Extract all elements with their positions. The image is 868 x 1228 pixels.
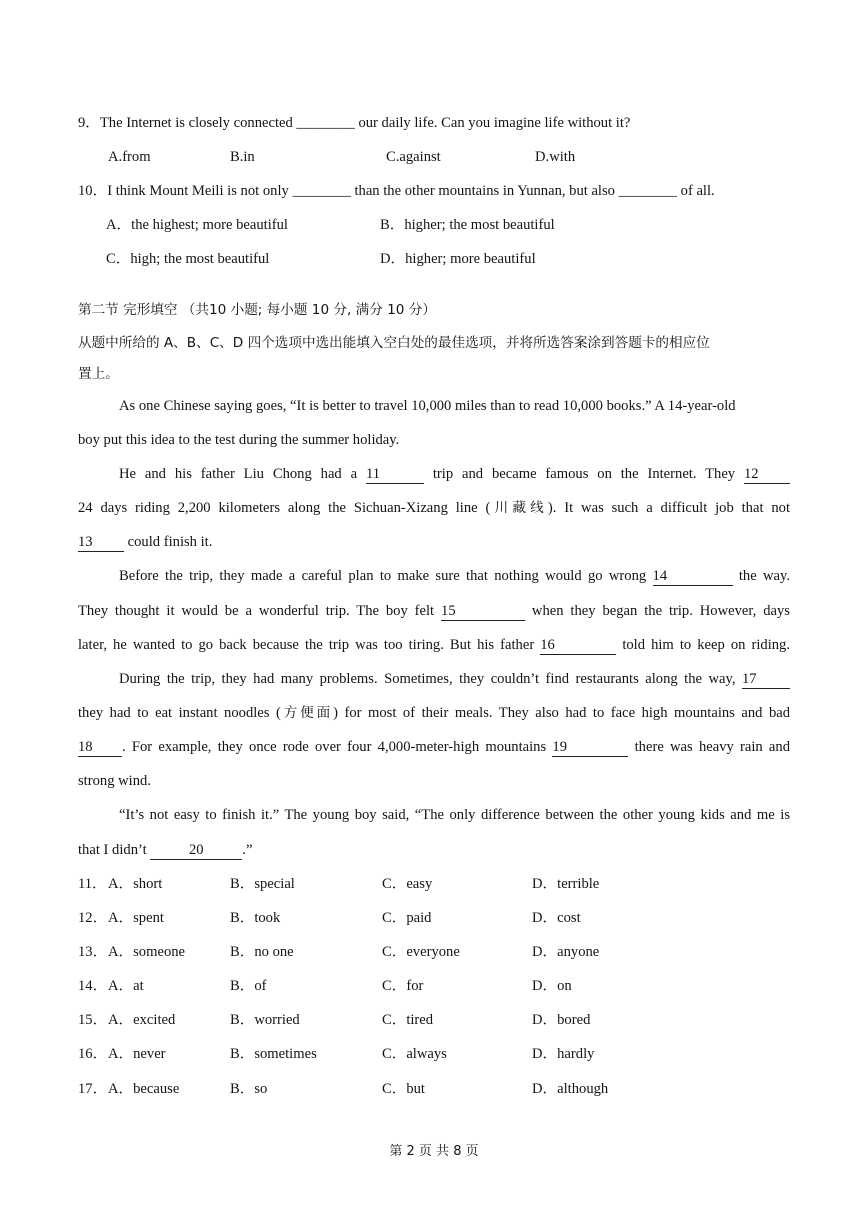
option-b: B．higher; the most beautiful [380, 217, 555, 233]
option-d: D．higher; more beautiful [380, 251, 536, 267]
passage-text-cjk: 方便面 [280, 705, 334, 721]
passage-line [78, 601, 790, 621]
option-d: D．hardly [532, 1046, 595, 1062]
option-b: B.in [230, 149, 255, 165]
question-9-text: 9．The Internet is closely connected [78, 115, 297, 131]
passage-line [78, 498, 790, 518]
passage-text: trip and became famous on the Internet. They [432, 466, 736, 482]
option-b: B．of [230, 978, 267, 994]
option-b: B．no one [230, 944, 294, 960]
blank-11: 11 [366, 466, 424, 484]
option-c: C．everyone [382, 944, 460, 960]
passage-text: could finish it. [127, 534, 213, 550]
option-d: D．although [532, 1081, 609, 1097]
option-c: C.against [386, 149, 441, 165]
question-9 [78, 113, 630, 133]
option-d: D．anyone [532, 944, 600, 960]
passage-text: 24 days riding 2,200 kilometers along the Sichuan-Xizang line ( [78, 500, 491, 516]
passage-text: ). It was such a difficult job that not [547, 500, 791, 516]
blank-16: 16 [540, 637, 616, 655]
passage-line [78, 635, 790, 655]
passage-line [78, 703, 790, 723]
passage-line: “It’s not easy to finish it.” The young boy said, “The only difference between the other young kids and me is [119, 807, 790, 823]
question-10-text-middle: than the other mountains in Yunnan, but also [350, 183, 619, 199]
passage-text: ) for most of their meals. They also had to face high mountains and bad [333, 705, 791, 721]
option-c: C．paid [382, 910, 432, 926]
passage-text: Before the trip, they made a careful plan to make sure that nothing would go wrong [119, 568, 647, 584]
option-a: A．because [108, 1081, 180, 1097]
blank-14: 14 [653, 568, 733, 586]
option-c: C．but [382, 1081, 425, 1097]
option-a: A．never [108, 1046, 166, 1062]
blank-15: 15 [441, 603, 525, 621]
passage-text: . For example, they once rode over four 4,000-meter-high mountains [122, 739, 547, 755]
question-number: 12． [78, 910, 108, 926]
passage-text: they had to eat instant noodles ( [78, 705, 281, 721]
blank-20: 20 [150, 842, 242, 860]
question-number: 16． [78, 1046, 108, 1062]
question-number: 11． [78, 876, 107, 892]
option-a: A．short [108, 876, 163, 892]
passage-line: strong wind. [78, 773, 151, 789]
question-number: 14． [78, 978, 108, 994]
passage-text: He and his father Liu Chong had a [119, 466, 358, 482]
blank-12: 12 [744, 466, 790, 484]
passage-text: that I didn’t [78, 842, 147, 858]
option-c: C．always [382, 1046, 447, 1062]
option-a: A．the highest; more beautiful [106, 217, 288, 233]
passage-text: told him to keep on riding. [622, 637, 790, 653]
option-c: C．high; the most beautiful [106, 251, 270, 267]
option-a: A．at [108, 978, 144, 994]
answer-blank: ________ [618, 183, 677, 199]
question-9-text-end: our daily life. Can you imagine life without it? [354, 115, 631, 131]
passage-text: later, he wanted to go back because the trip was too tiring. But his father [78, 637, 535, 653]
section-instruction: 从题中所给的 A、B、C、D 四个选项中选出能填入空白处的最佳选项，并将所选答案涂到答题卡的相应位 [78, 335, 710, 351]
option-d: D.with [535, 149, 576, 165]
question-number: 13． [78, 944, 108, 960]
passage-line: As one Chinese saying goes, “It is better to travel 10,000 miles than to read 10,000 books.” A 14-year-old [119, 398, 736, 414]
answer-blank: ________ [296, 115, 355, 131]
passage-text: During the trip, they had many problems. Sometimes, they couldn’t find restaurants along the way, [119, 671, 736, 687]
passage-line [119, 566, 790, 586]
option-c: C．easy [382, 876, 433, 892]
option-a: A．spent [108, 910, 164, 926]
option-a: A.from [108, 149, 151, 165]
passage-line [119, 464, 790, 484]
passage-text: there was heavy rain and [634, 739, 791, 755]
option-d: D．bored [532, 1012, 591, 1028]
blank-18: 18 [78, 739, 122, 757]
page-footer: 第 2 页 共 8 页 [389, 1144, 479, 1159]
blank-17: 17 [742, 671, 790, 689]
passage-line [78, 532, 212, 552]
passage-line [78, 737, 790, 757]
passage-text: .” [242, 842, 253, 858]
passage-text: when they began the trip. However, days [531, 603, 790, 619]
blank-13: 13 [78, 534, 124, 552]
option-d: D．terrible [532, 876, 600, 892]
section-heading: 第二节 完形填空 （共10 小题; 每小题 10 分, 满分 10 分） [78, 302, 436, 318]
section-instruction-cont: 置上。 [78, 366, 119, 382]
option-b: B．worried [230, 1012, 300, 1028]
passage-text-cjk: 川藏线 [490, 500, 548, 516]
question-number: 17． [78, 1081, 108, 1097]
blank-19: 19 [552, 739, 628, 757]
option-d: D．on [532, 978, 572, 994]
question-10 [78, 181, 715, 201]
question-10-text: 10．I think Mount Meili is not only [78, 183, 293, 199]
passage-line [78, 840, 252, 860]
option-b: B．took [230, 910, 281, 926]
passage-text: the way. [738, 568, 791, 584]
passage-line [119, 669, 790, 689]
option-b: B．sometimes [230, 1046, 317, 1062]
question-number: 15． [78, 1012, 108, 1028]
option-b: B．so [230, 1081, 268, 1097]
passage-text: They thought it would be a wonderful trip. The boy felt [78, 603, 435, 619]
answer-blank: ________ [292, 183, 351, 199]
option-c: C．for [382, 978, 424, 994]
passage-line: boy put this idea to the test during the summer holiday. [78, 432, 400, 448]
option-a: A．someone [108, 944, 186, 960]
option-a: A．excited [108, 1012, 176, 1028]
option-c: C．tired [382, 1012, 434, 1028]
option-b: B．special [230, 876, 295, 892]
option-d: D．cost [532, 910, 581, 926]
question-10-text-end: of all. [677, 183, 715, 199]
